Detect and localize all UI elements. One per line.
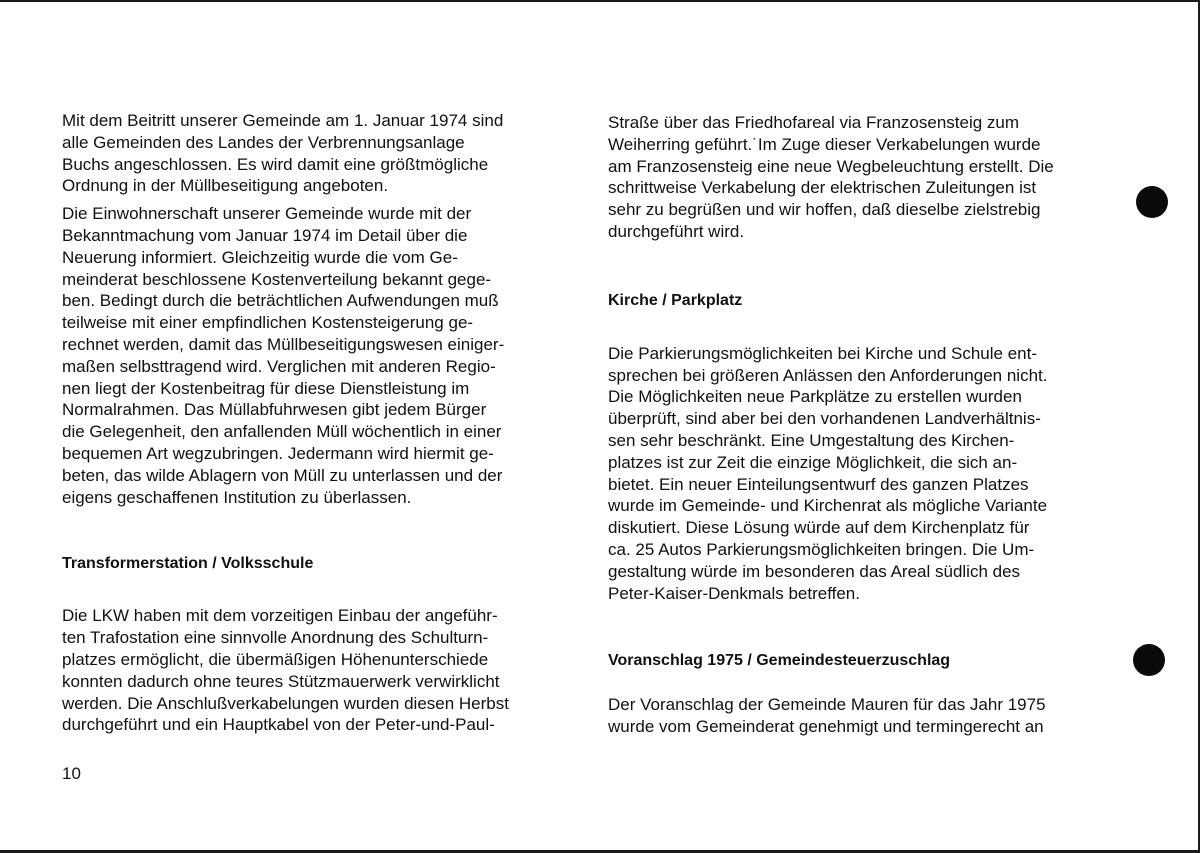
left-column bbox=[62, 110, 582, 736]
right-column bbox=[608, 112, 1128, 738]
heading-kirche-parkplatz: Kirche / Parkplatz bbox=[608, 291, 743, 309]
paragraph-trafostation: Die LKW haben mit dem vorzeitigen Einbau der angeführ- ten Trafostation eine sinnvolle Anordnung des Schulturn- platzes ermöglicht, die übermäßigen Höhenunterschiede konnten dadurch ohne teures Stützmauerwerk verwirklicht werden. Die Anschlußverkabelungen wurden diesen Herbst durchgeführt und ein Hauptkabel von der Peter-und-Paul- bbox=[62, 606, 509, 735]
heading-transformerstation: Transformerstation / Volksschule bbox=[62, 555, 314, 573]
punch-hole-bottom bbox=[1133, 644, 1165, 676]
paragraph-verkabelung: Straße über das Friedhofareal via Franzosensteig zum Weiherring geführt.˙Im Zuge dieser Verkabelungen wurde am Franzosensteig eine neue Wegbeleuchtung erstellt. Die schrittweise Verkabelung der elektrischen Zuleitungen ist sehr zu begrüßen und wir hoffen, daß dieselbe zielstrebig durchgeführt wird. bbox=[608, 113, 1054, 241]
page-number: 10 bbox=[62, 764, 81, 783]
paragraph-parkierung: Die Parkierungsmöglichkeiten bei Kirche und Schule ent- sprechen bei größeren Anlässen den Anforderungen nicht. Die Möglichkeiten neue Parkplätze zu erstellen wurden überprüft, sind aber bei den vorhandenen Landverhältnis- sen sehr beschränkt. Eine Umgestaltung des Kirchen- platzes ist zur Zeit die einzige Möglichkeit, die sich an- bietet. Ein neuer Einteilungsentwurf des ganzen Platzes wurde im Gemeinde- und Kirchenrat als mögliche Variante diskutiert. Diese Lösung würde auf dem Kirchenplatz für ca. 25 Autos Parkierungsmöglichkeiten bringen. Die Um- gestaltung würde im besonderen das Areal südlich des Peter-Kaiser-Denkmals betreffen. bbox=[608, 343, 1048, 603]
paragraph-verbrennungsanlage: Mit dem Beitritt unserer Gemeinde am 1. Januar 1974 sind alle Gemeinden des Landes der Verbrennungsanlage Buchs angeschlossen. Es wird damit eine größtmögliche Ordnung in der Müllbeseitigung angeboten. bbox=[62, 111, 504, 196]
paragraph-einwohnerschaft: Die Einwohnerschaft unserer Gemeinde wurde mit der Bekanntmachung vom Januar 1974 im Detail über die Neuerung informiert. Gleichzeitig wurde die vom Ge- meinderat beschlossene Kostenverteilung bekannt gege- ben. Bedingt durch die beträchtlichen Aufwendungen muß teilweise mit einer empfindlichen Kostensteigerung ge- rechnet werden, damit das Müllbeseitigungswesen einiger- maßen selbsttragend wird. Verglichen mit anderen Regio- nen liegt der Kostenbeitrag für diese Dienstleistung im Normalrahmen. Das Müllabfuhrwesen gibt jedem Bürger die Gelegenheit, den anfallenden Müll wöchentlich in einer bequemen Art wegzubringen. Jedermann wird hiermit ge- beten, das wilde Ablagern von Müll zu unterlassen und der eigens geschaffenen Institution zu überlassen. bbox=[62, 204, 505, 507]
heading-voranschlag: Voranschlag 1975 / Gemeindesteuerzuschlag bbox=[608, 652, 951, 670]
punch-hole-top bbox=[1136, 186, 1168, 218]
paragraph-voranschlag: Der Voranschlag der Gemeinde Mauren für das Jahr 1975 wurde vom Gemeinderat genehmigt und termingerecht an bbox=[608, 695, 1046, 737]
